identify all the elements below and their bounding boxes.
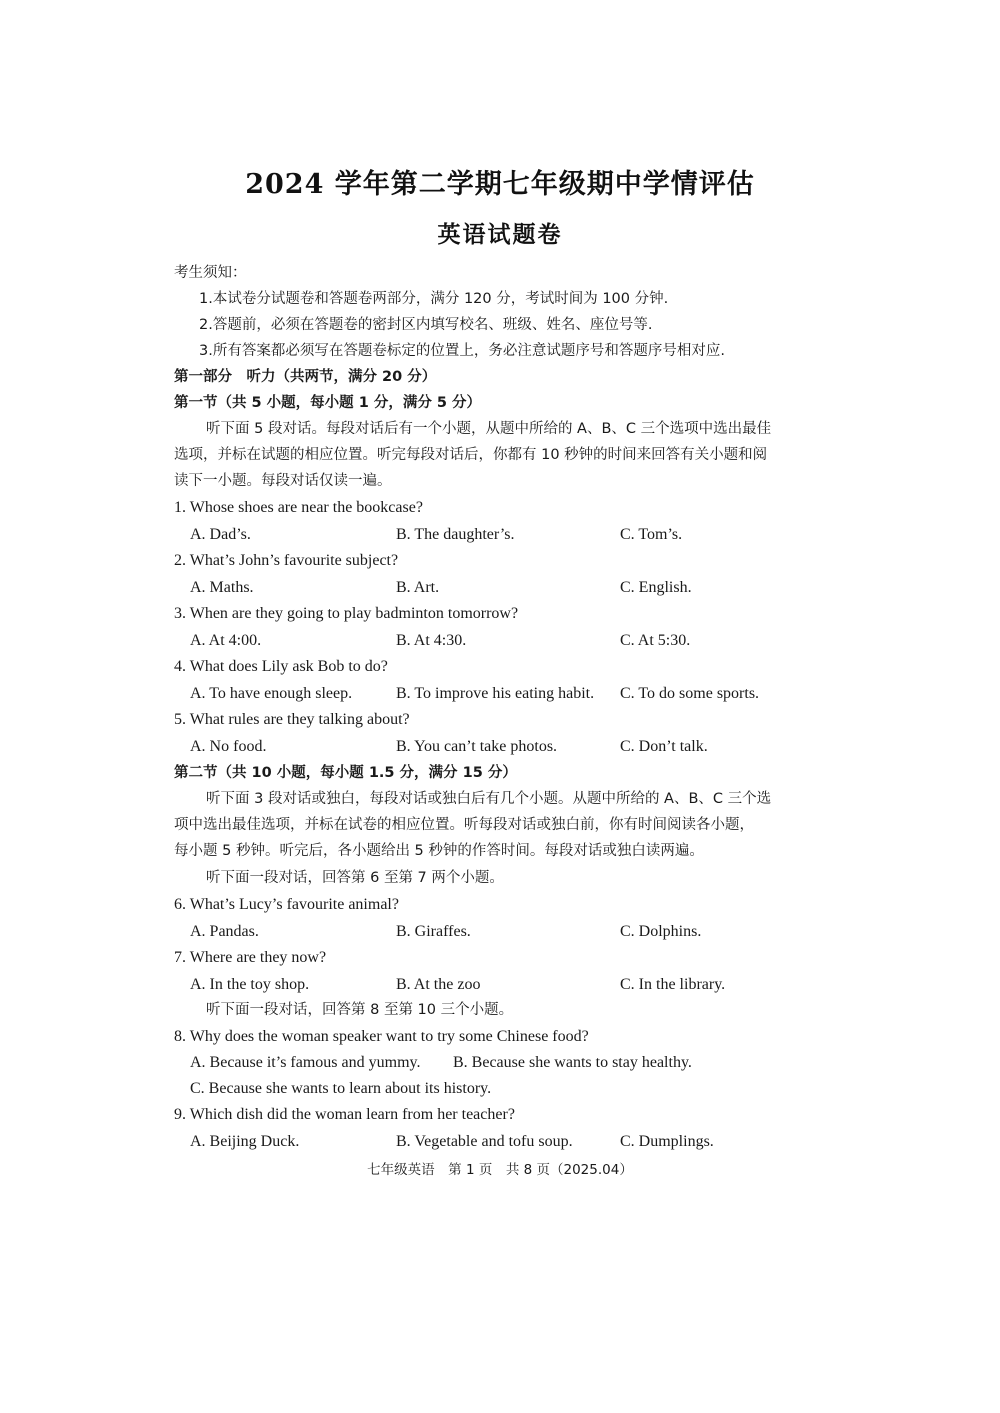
question-2: 2. What’s John’s favourite subject? [174, 552, 399, 569]
q7-option-c: C. In the library. [620, 976, 726, 993]
q8-option-b: B. Because she wants to stay healthy. [453, 1054, 692, 1071]
section1-instruction-1: 听下面 5 段对话。每段对话后有一个小题，从题中所给的 A、B、C 三个选项中选出最佳 [206, 421, 772, 437]
question-9: 9. Which dish did the woman learn from her teacher? [174, 1106, 515, 1123]
q7-option-a: A. In the toy shop. [190, 976, 310, 993]
q1-option-b: B. The daughter’s. [396, 526, 515, 543]
section2-instruction-2: 项中选出最佳选项，并标在试卷的相应位置。听每段对话或独白前，你有时间阅读各小题， [174, 817, 754, 833]
q6-option-a: A. Pandas. [190, 923, 259, 940]
q5-option-a: A. No food. [190, 738, 267, 755]
q3-option-a: A. At 4:00. [190, 632, 262, 649]
q4-option-c: C. To do some sports. [620, 685, 760, 702]
question-5: 5. What rules are they talking about? [174, 711, 410, 728]
section2-instruction-1: 听下面 3 段对话或独白，每段对话或独白后有几个小题。从题中所给的 A、B、C 三个选 [206, 791, 772, 807]
section2-heading: 第二节（共 10 小题，每小题 1.5 分，满分 15 分） [174, 765, 517, 781]
q1-option-c: C. Tom’s. [620, 526, 683, 543]
question-6: 6. What’s Lucy’s favourite animal? [174, 896, 399, 913]
q3-option-c: C. At 5:30. [620, 632, 691, 649]
part1-heading: 第一部分 听力（共两节，满分 20 分） [174, 369, 437, 385]
question-7: 7. Where are they now? [174, 949, 327, 966]
q9-option-a: A. Beijing Duck. [190, 1133, 300, 1150]
q4-option-b: B. To improve his eating habit. [396, 685, 595, 702]
question-3: 3. When are they going to play badminton tomorrow? [174, 605, 519, 622]
q4-option-a: A. To have enough sleep. [190, 685, 353, 702]
section1-heading: 第一节（共 5 小题，每小题 1 分，满分 5 分） [174, 395, 482, 411]
q6-option-c: C. Dolphins. [620, 923, 702, 940]
q5-option-b: B. You can’t take photos. [396, 738, 558, 755]
page-footer: 七年级英语 第 1 页 共 8 页（2025.04） [367, 1162, 633, 1178]
q5-option-c: C. Don’t talk. [620, 738, 708, 755]
notice-heading: 考生须知： [174, 265, 247, 281]
q2-option-c: C. English. [620, 579, 692, 596]
q9-option-c: C. Dumplings. [620, 1133, 714, 1150]
q3-option-b: B. At 4:30. [396, 632, 467, 649]
page-title: 2024 学年第二学期七年级期中学情评估 [245, 169, 755, 200]
q8-option-a: A. Because it’s famous and yummy. [190, 1054, 421, 1071]
dialog1-intro: 听下面一段对话，回答第 6 至第 7 两个小题。 [206, 870, 504, 886]
dialog2-intro: 听下面一段对话，回答第 8 至第 10 三个小题。 [206, 1002, 514, 1018]
section1-instruction-3: 读下一小题。每段对话仅读一遍。 [174, 473, 392, 489]
section2-instruction-3: 每小题 5 秒钟。听完后，各小题给出 5 秒钟的作答时间。每段对话或独白读两遍。 [174, 843, 704, 859]
q6-option-b: B. Giraffes. [396, 923, 471, 940]
question-4: 4. What does Lily ask Bob to do? [174, 658, 388, 675]
q2-option-a: A. Maths. [190, 579, 254, 596]
notice-item-2: 2.答题前，必须在答题卷的密封区内填写校名、班级、姓名、座位号等. [199, 317, 653, 333]
q9-option-b: B. Vegetable and tofu soup. [396, 1133, 573, 1150]
question-1: 1. Whose shoes are near the bookcase? [174, 499, 423, 516]
notice-item-1: 1.本试卷分试题卷和答题卷两部分，满分 120 分，考试时间为 100 分钟. [199, 291, 669, 307]
notice-item-3: 3.所有答案都必须写在答题卷标定的位置上，务必注意试题序号和答题序号相对应. [199, 343, 725, 359]
question-8: 8. Why does the woman speaker want to try some Chinese food? [174, 1028, 589, 1045]
section1-instruction-2: 选项，并标在试题的相应位置。听完每段对话后，你都有 10 秒钟的时间来回答有关小题和阅 [174, 447, 768, 463]
q8-option-c: C. Because she wants to learn about its history. [190, 1080, 492, 1097]
q7-option-b: B. At the zoo [396, 976, 481, 993]
page-subtitle: 英语试题卷 [437, 221, 563, 248]
q2-option-b: B. Art. [396, 579, 440, 596]
q1-option-a: A. Dad’s. [190, 526, 251, 543]
